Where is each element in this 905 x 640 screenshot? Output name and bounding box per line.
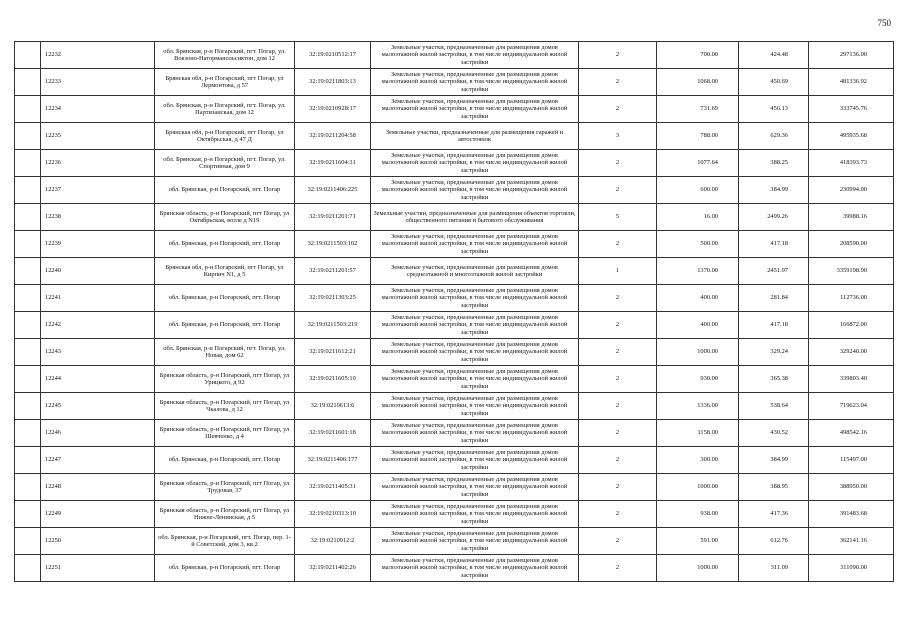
- table-row: [15, 501, 894, 528]
- table-row: [15, 150, 894, 177]
- specific-value-cell: 388.25: [739, 150, 809, 177]
- record-number: 12243: [41, 339, 155, 366]
- area-cell: 938.00: [657, 501, 739, 528]
- cadastral-value-cell: 115497.00: [809, 447, 894, 474]
- record-number: 12244: [41, 366, 155, 393]
- spacer-cell: [15, 366, 41, 393]
- address-cell: обл. Брянская, р-н Погарский, пгт. Погар: [155, 177, 295, 204]
- cadastral-value-cell: 391483.68: [809, 501, 894, 528]
- address-cell: обл. Брянская, р-н Погарский, пгт. Погар, ул. Вокзоно-Наторманольсиктон, дом 12: [155, 42, 295, 69]
- address-cell: Брянская область, р-н Погарский, пгт Погар, ул Трудовая, 37: [155, 474, 295, 501]
- record-number: 12237: [41, 177, 155, 204]
- record-number: 12246: [41, 420, 155, 447]
- specific-value-cell: 629.36: [739, 123, 809, 150]
- specific-value-cell: 450.69: [739, 69, 809, 96]
- specific-value-cell: 384.99: [739, 177, 809, 204]
- land-use-cell: Земельные участки, предназначенные для размещения домов малоэтажной жилой застройки, в том числе индивидуальной жилой застройки: [371, 312, 579, 339]
- record-number: 12236: [41, 150, 155, 177]
- group-number: 2: [579, 501, 657, 528]
- group-number: 2: [579, 177, 657, 204]
- spacer-cell: [15, 420, 41, 447]
- cadastral-number: 32:19:0211612:21: [295, 339, 371, 366]
- land-use-cell: Земельные участки, предназначенные для размещения домов малоэтажной жилой застройки, в том числе индивидуальной жилой застройки: [371, 555, 579, 582]
- specific-value-cell: 281.84: [739, 285, 809, 312]
- spacer-cell: [15, 123, 41, 150]
- table-row: [15, 528, 894, 555]
- specific-value-cell: 365.38: [739, 366, 809, 393]
- table-row: [15, 69, 894, 96]
- cadastral-number: 32:19:0210512:17: [295, 42, 371, 69]
- record-number: 12238: [41, 204, 155, 231]
- cadastral-value-cell: 719623.04: [809, 393, 894, 420]
- address-cell: Брянская область, р-н Погарский, пгт Погар, ул Чкалова, д 12: [155, 393, 295, 420]
- address-cell: Брянская область, р-н Погарский, пгт Погар, ул Шевченко, д 4: [155, 420, 295, 447]
- record-number: 12232: [41, 42, 155, 69]
- specific-value-cell: 417.18: [739, 231, 809, 258]
- area-cell: 1370.00: [657, 258, 739, 285]
- group-number: 2: [579, 96, 657, 123]
- cadastral-value-cell: 39988.16: [809, 204, 894, 231]
- record-number: 12251: [41, 555, 155, 582]
- cadastral-number: 32:19:0210613:6: [295, 393, 371, 420]
- table-row: [15, 204, 894, 231]
- address-cell: обл. Брянская, р-н Погарский, пгт. Погар, ул. Спортивная, дом 9: [155, 150, 295, 177]
- cadastral-value-cell: 498542.16: [809, 420, 894, 447]
- cadastral-number: 32:19:0211406:225: [295, 177, 371, 204]
- group-number: 2: [579, 312, 657, 339]
- specific-value-cell: 329.24: [739, 339, 809, 366]
- record-number: 12245: [41, 393, 155, 420]
- area-cell: 1068.00: [657, 69, 739, 96]
- cadastral-number: 32:19:0211503:102: [295, 231, 371, 258]
- cadastral-number: 32:19:0210928:17: [295, 96, 371, 123]
- table-row: [15, 366, 894, 393]
- specific-value-cell: 456.13: [739, 96, 809, 123]
- table-row: [15, 96, 894, 123]
- area-cell: 400.00: [657, 285, 739, 312]
- spacer-cell: [15, 42, 41, 69]
- record-number: 12248: [41, 474, 155, 501]
- specific-value-cell: 417.18: [739, 312, 809, 339]
- specific-value-cell: 384.99: [739, 447, 809, 474]
- land-use-cell: Земельные участки, предназначенные для размещения домов малоэтажной жилой застройки, в том числе индивидуальной жилой застройки: [371, 150, 579, 177]
- spacer-cell: [15, 96, 41, 123]
- area-cell: 930.00: [657, 366, 739, 393]
- address-cell: Брянская область, р-н Погарский, пгт Погар, ул Нижне-Ленинская, д 5: [155, 501, 295, 528]
- record-number: 12250: [41, 528, 155, 555]
- group-number: 2: [579, 447, 657, 474]
- cadastral-number: 32:19:0210912:2: [295, 528, 371, 555]
- area-cell: 400.00: [657, 312, 739, 339]
- group-number: 2: [579, 285, 657, 312]
- address-cell: обл. Брянская, р-н Погарский, пгт. Погар: [155, 555, 295, 582]
- address-cell: обл. Брянская, р-н Погарский, пгт. Погар: [155, 285, 295, 312]
- table-row: [15, 285, 894, 312]
- table-row: [15, 447, 894, 474]
- group-number: 3: [579, 123, 657, 150]
- spacer-cell: [15, 69, 41, 96]
- cadastral-number: 32:19:0211605:10: [295, 366, 371, 393]
- group-number: 2: [579, 339, 657, 366]
- spacer-cell: [15, 231, 41, 258]
- cadastral-value-cell: 481336.92: [809, 69, 894, 96]
- spacer-cell: [15, 555, 41, 582]
- address-cell: Брянская область, р-н Погарский, пгт Погар, ул Урицкого, д 92: [155, 366, 295, 393]
- area-cell: 1000.00: [657, 555, 739, 582]
- land-use-cell: Земельные участки, предназначенные для размещения объектов торговли, общественного питания и бытового обслуживания: [371, 204, 579, 231]
- area-cell: 700.00: [657, 42, 739, 69]
- land-use-cell: Земельные участки, предназначенные для размещения домов малоэтажной жилой застройки, в том числе индивидуальной жилой застройки: [371, 285, 579, 312]
- table-row: [15, 339, 894, 366]
- table-body: [15, 42, 894, 582]
- area-cell: 16.00: [657, 204, 739, 231]
- cadastral-value-cell: 166872.00: [809, 312, 894, 339]
- record-number: 12240: [41, 258, 155, 285]
- cadastral-value-cell: 418393.73: [809, 150, 894, 177]
- specific-value-cell: 2499.26: [739, 204, 809, 231]
- spacer-cell: [15, 177, 41, 204]
- area-cell: 500.00: [657, 231, 739, 258]
- land-use-cell: Земельные участки, предназначенные для размещения домов малоэтажной жилой застройки, в том числе индивидуальной жилой застройки: [371, 42, 579, 69]
- record-number: 12239: [41, 231, 155, 258]
- cadastral-value-cell: 388950.00: [809, 474, 894, 501]
- cadastral-number: 32:19:0211201:71: [295, 204, 371, 231]
- cadastral-value-cell: 333745.76: [809, 96, 894, 123]
- group-number: 2: [579, 528, 657, 555]
- cadastral-value-cell: 208590.00: [809, 231, 894, 258]
- cadastral-value-cell: 311090.00: [809, 555, 894, 582]
- address-cell: Брянская обл, р-н Погарский, пгт Погар, ул Октябрьская, д 47 Д: [155, 123, 295, 150]
- land-use-cell: Земельные участки, предназначенные для размещения домов малоэтажной жилой застройки, в том числе индивидуальной жилой застройки: [371, 177, 579, 204]
- address-cell: Брянская обл, р-н Погарский, пгт Погар, ул Кирпич N1, д 5: [155, 258, 295, 285]
- record-number: 12249: [41, 501, 155, 528]
- land-use-cell: Земельные участки, предназначенные для размещения домов малоэтажной жилой застройки, в том числе индивидуальной жилой застройки: [371, 393, 579, 420]
- area-cell: 591.00: [657, 528, 739, 555]
- spacer-cell: [15, 150, 41, 177]
- area-cell: 1000.00: [657, 339, 739, 366]
- group-number: 2: [579, 420, 657, 447]
- group-number: 2: [579, 150, 657, 177]
- table-row: [15, 312, 894, 339]
- land-use-cell: Земельные участки, предназначенные для размещения домов малоэтажной жилой застройки, в том числе индивидуальной жилой застройки: [371, 447, 579, 474]
- land-registry-table: [14, 41, 894, 582]
- spacer-cell: [15, 447, 41, 474]
- cadastral-number: 32:19:0211201:57: [295, 258, 371, 285]
- area-cell: 788.00: [657, 123, 739, 150]
- spacer-cell: [15, 312, 41, 339]
- address-cell: обл. Брянская, р-н Погарский, пгт. Погар, ул. Партизанская, дом 12: [155, 96, 295, 123]
- land-use-cell: Земельные участки, предназначенные для размещения домов малоэтажной жилой застройки, в том числе индивидуальной жилой застройки: [371, 528, 579, 555]
- group-number: 2: [579, 474, 657, 501]
- area-cell: 731.69: [657, 96, 739, 123]
- record-number: 12233: [41, 69, 155, 96]
- cadastral-number: 32:19:0211503:219: [295, 312, 371, 339]
- spacer-cell: [15, 501, 41, 528]
- table-row: [15, 420, 894, 447]
- specific-value-cell: 424.48: [739, 42, 809, 69]
- spacer-cell: [15, 393, 41, 420]
- address-cell: обл. Брянская, р-н Погарский, пгт. Погар, пер. 1-й Советский, дом 3, кв.2: [155, 528, 295, 555]
- spacer-cell: [15, 474, 41, 501]
- group-number: 2: [579, 366, 657, 393]
- specific-value-cell: 417.36: [739, 501, 809, 528]
- table-row: [15, 177, 894, 204]
- cadastral-value-cell: 112736.00: [809, 285, 894, 312]
- specific-value-cell: 311.09: [739, 555, 809, 582]
- table-row: [15, 258, 894, 285]
- area-cell: 1336.00: [657, 393, 739, 420]
- table-row: [15, 474, 894, 501]
- table-row: [15, 231, 894, 258]
- cadastral-number: 32:19:0211601:18: [295, 420, 371, 447]
- land-use-cell: Земельные участки, предназначенные для размещения домов малоэтажной жилой застройки, в том числе индивидуальной жилой застройки: [371, 339, 579, 366]
- cadastral-value-cell: 329240.00: [809, 339, 894, 366]
- table-row: [15, 393, 894, 420]
- cadastral-value-cell: 495935.68: [809, 123, 894, 150]
- group-number: 2: [579, 42, 657, 69]
- spacer-cell: [15, 339, 41, 366]
- group-number: 1: [579, 258, 657, 285]
- cadastral-number: 32:19:0211402:26: [295, 555, 371, 582]
- specific-value-cell: 388.95: [739, 474, 809, 501]
- table-row: [15, 555, 894, 582]
- address-cell: обл. Брянская, р-н Погарский, пгт. Погар, ул. Новая, дом 62: [155, 339, 295, 366]
- cadastral-number: 32:19:0210313:10: [295, 501, 371, 528]
- spacer-cell: [15, 285, 41, 312]
- specific-value-cell: 538.64: [739, 393, 809, 420]
- land-use-cell: Земельные участки, предназначенные для размещения домов малоэтажной жилой застройки, в том числе индивидуальной жилой застройки: [371, 420, 579, 447]
- cadastral-number: 32:19:0211405:31: [295, 474, 371, 501]
- area-cell: 600.00: [657, 177, 739, 204]
- record-number: 12241: [41, 285, 155, 312]
- area-cell: 1158.00: [657, 420, 739, 447]
- cadastral-number: 32:19:0211204:58: [295, 123, 371, 150]
- cadastral-number: 32:19:0211406:177: [295, 447, 371, 474]
- cadastral-value-cell: 362141.16: [809, 528, 894, 555]
- address-cell: обл. Брянская, р-н Погарский, пгт. Погар: [155, 312, 295, 339]
- cadastral-number: 32:19:0211303:25: [295, 285, 371, 312]
- area-cell: 1077.64: [657, 150, 739, 177]
- record-number: 12234: [41, 96, 155, 123]
- cadastral-value-cell: 297136.00: [809, 42, 894, 69]
- land-use-cell: Земельные участки, предназначенные для размещения домов малоэтажной жилой застройки, в том числе индивидуальной жилой застройки: [371, 474, 579, 501]
- cadastral-number: 32:19:0211803:13: [295, 69, 371, 96]
- specific-value-cell: 2451.97: [739, 258, 809, 285]
- area-cell: 300.00: [657, 447, 739, 474]
- cadastral-number: 32:19:0211604:31: [295, 150, 371, 177]
- address-cell: обл. Брянская, р-н Погарский, пгт. Погар: [155, 231, 295, 258]
- record-number: 12235: [41, 123, 155, 150]
- spacer-cell: [15, 258, 41, 285]
- specific-value-cell: 430.52: [739, 420, 809, 447]
- table-row: [15, 42, 894, 69]
- area-cell: 1000.00: [657, 474, 739, 501]
- table-row: [15, 123, 894, 150]
- group-number: 2: [579, 555, 657, 582]
- group-number: 2: [579, 69, 657, 96]
- cadastral-value-cell: 3359198.90: [809, 258, 894, 285]
- group-number: 5: [579, 204, 657, 231]
- record-number: 12247: [41, 447, 155, 474]
- cadastral-value-cell: 339803.40: [809, 366, 894, 393]
- address-cell: Брянская обл, р-н Погарский, пгт Погар, ул Лермонтова, д 57: [155, 69, 295, 96]
- page-number: 750: [877, 18, 891, 28]
- spacer-cell: [15, 204, 41, 231]
- land-use-cell: Земельные участки, предназначенные для размещения домов малоэтажной жилой застройки, в том числе индивидуальной жилой застройки: [371, 96, 579, 123]
- record-number: 12242: [41, 312, 155, 339]
- land-use-cell: Земельные участки, предназначенные для размещения домов малоэтажной жилой застройки, в том числе индивидуальной жилой застройки: [371, 501, 579, 528]
- address-cell: Брянская область, р-н Погарский, пгт Погар, ул Октябрьская, возле д N19: [155, 204, 295, 231]
- group-number: 2: [579, 393, 657, 420]
- land-use-cell: Земельные участки, предназначенные для размещения домов малоэтажной жилой застройки, в том числе индивидуальной жилой застройки: [371, 366, 579, 393]
- land-use-cell: Земельные участки, предназначенные для размещения домов малоэтажной жилой застройки, в том числе индивидуальной жилой застройки: [371, 69, 579, 96]
- spacer-cell: [15, 528, 41, 555]
- group-number: 2: [579, 231, 657, 258]
- specific-value-cell: 612.76: [739, 528, 809, 555]
- cadastral-value-cell: 230994.00: [809, 177, 894, 204]
- land-use-cell: Земельные участки, предназначенные для размещения домов малоэтажной жилой застройки, в том числе индивидуальной жилой застройки: [371, 231, 579, 258]
- land-use-cell: Земельные участки, предназначенные для размещения гаражей и автостоянок: [371, 123, 579, 150]
- land-use-cell: Земельные участки, предназначенные для размещения домов среднеэтажной и многоэтажной жилой застройки: [371, 258, 579, 285]
- address-cell: обл. Брянская, р-н Погарский, пгт. Погар: [155, 447, 295, 474]
